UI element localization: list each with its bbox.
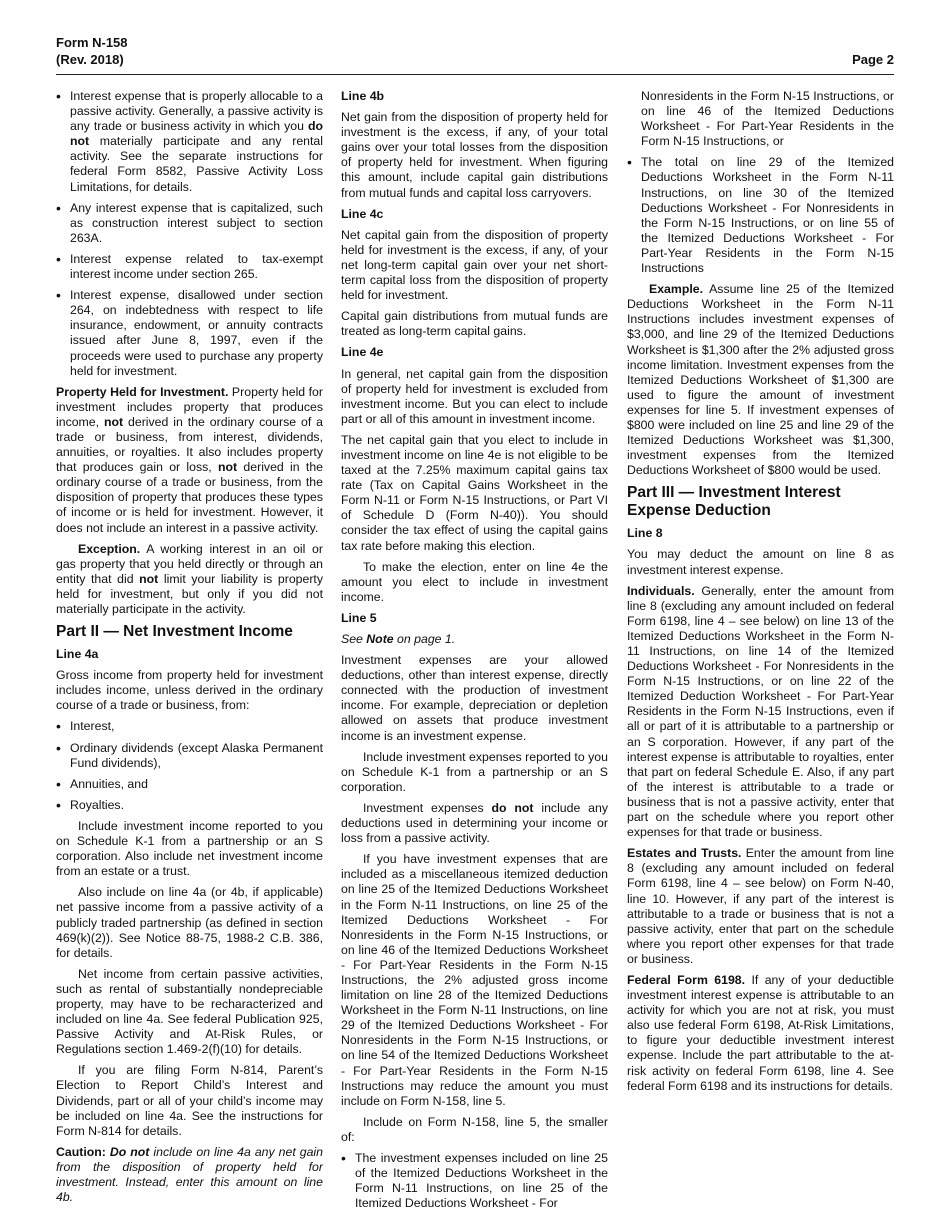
list-item: • Any interest expense that is capitalized, such as construction interest subject to section 263A. [56,201,323,246]
part-iii-heading: Part III — Investment Interest Expense Deduction [627,484,841,520]
line-4b-heading: Line 4b [341,89,385,103]
paragraph: Investment expenses are your allowed deductions, other than interest expense, directly connected with the production of investment income. For example, depreciation or depletion allowed on assets that produce investment income is an investment expense. [341,653,608,743]
list-item-continued: Nonresidents in the Form N-15 Instructions, or on line 46 of the Itemized Deductions Worksheet - For Part-Year Residents in the Form N-15 Instructions, or [641,89,894,149]
list-item: • Annuities, and [56,777,323,792]
list-item: • Interest, [56,719,323,734]
example-paragraph: Example. Assume line 25 of the Itemized Deductions Worksheet in the Form N-11 Instructions includes investment expenses of $3,000, and line 29 of the Itemized Deductions Worksheet is $1,300 after the 2% adjusted gross income limitation. Investment expenses from the Itemized Deductions Worksheet of $1,300 are used to figure the amount of investment expenses for line 5. If investment expenses of $800 were included on line 25 and line 29 of the Itemized Deductions Worksheet was $1,300, investment expenses from the Itemized Deductions Worksheet of $800 would be used. [627,282,894,478]
line-5-heading: Line 5 [341,610,377,625]
column-left [56,89,323,1211]
line-4a-heading: Line 4a [56,647,99,662]
paragraph: Net income from certain passive activities, such as rental of substantially nondepreciable property, may have to be recharacterized and included on line 4a. See federal Publication 925, Passive Activity and At-Risk Rules, or Regulations section 1.469-2(f)(10) for details. [56,966,323,1057]
paragraph: Net gain from the disposition of property held for investment is the excess, if any, of your total gains over your total losses from the disposition of property held for investment. When figuring this amount, include capital gain distributions from mutual funds and capital loss carryovers. [341,110,608,200]
form-revision: (Rev. 2018) [56,52,124,67]
paragraph: Also include on line 4a (or 4b, if applicable) net passive income from a passive activity of a publicly traded partnership (as defined in section 469(k)(2)). See Notice 88-75, 1988-2 C.B. 386, for details. [56,885,323,960]
column-right [627,89,894,1100]
list-item: • Royalties. [56,798,323,813]
paragraph: Gross income from property held for investment includes income, unless derived in the ordinary course of a trade or business, from: [56,668,323,713]
property-held-paragraph: Property Held for Investment. Property held for investment includes property that produces income, not derived in the ordinary course of a trade or business, from interest, dividends, annuities, or royalties. It also includes property that produces gain or loss, not derived in the ordinary course of a trade or business, from the disposition of property that produces these types of income or is held for investment. However, it does not include an interest in a passive activity. [56,384,323,535]
paragraph: You may deduct the amount on line 8 as investment interest expense. [627,547,894,577]
part-ii-heading: Part II — Net Investment Income [56,623,293,641]
form-identifier [56,34,128,68]
line-4c-heading: Line 4c [341,206,384,221]
paragraph: The net capital gain that you elect to include in investment income on line 4e is not eligible to be taxed at the 7.25% maximum capital gains tax rate (Tax on Capital Gains Worksheet in the Form N-11 or Form N-15 Instructions, or Part VI of Schedule D (Form N-40)). You should consider the tax effect of using the capital gains tax rate before making this election. [341,432,608,553]
caution-note: Caution: Do not include on line 4a any net gain from the disposition of property held for investment. Instead, enter this amount on line 4b. [56,1144,324,1205]
paragraph: Investment expenses do not include any deductions used in determining your income or loss from a passive activity. [341,800,608,846]
individuals-paragraph: Individuals. Generally, enter the amount from line 8 (excluding any amount included on federal Form 6198, line 4 – see below) on line 13 of the Itemized Deductions Worksheet in the Form N-11 Instructions, on line 14 of the Itemized Deductions Worksheet - For Nonresidents in the Form N-15 Instructions, or on line 22 of the Itemized Deduction Worksheet - For Part-Year Residents in the Form N-15 Instructions, even if all or part of it is attributable to a partnership or an S corporation. However, if any part of the interest expense is attributable to royalties, enter that part on federal Schedule E. Also, if any part of the interest is attributable to a trade or business that is not a passive activity, enter that part on the schedule where you report other expenses for that trade or business. [627,583,894,840]
list-item: • Interest expense that is properly allocable to a passive activity. Generally, a passive activity is any trade or business activity in which you do not materially participate and any rental activity. See the separate instructions for federal Form 8582, Passive Activity Loss Limitations, for details. [56,89,323,195]
see-note: See Note on page 1. [341,632,456,646]
list-item: • The total on line 29 of the Itemized Deductions Worksheet in the Form N-11 Instructions, on line 30 of the Itemized Deductions Worksheet - For Nonresidents in the Form N-15 Instructions, or on line 55 of the Itemized Deductions Worksheet - For Part-Year Residents in the Form N-15 Instructions [627,155,894,276]
list-item: • Ordinary dividends (except Alaska Permanent Fund dividends), [56,741,323,771]
exception-paragraph: Exception. A working interest in an oil or gas property that you held directly or through an entity that did not limit your liability is property held for investment, but only if you did not materially participate in the activity. [56,541,324,616]
list-item: • Interest expense, disallowed under section 264, on indebtedness with respect to life insurance, endowment, or annuity contracts issued after June 8, 1997, even if the proceeds were used to purchase any property held for investment. [56,288,323,379]
estates-trusts-paragraph: Estates and Trusts. Enter the amount from line 8 (excluding any amount included on federal Form 6198, line 4 – see below) on Form N-40, line 10. However, if any part of the interest is attributable to a trade or business that is not a passive activity, enter that part on the schedule where you report other expenses for that trade or business. [627,846,894,966]
federal-form-6198-paragraph: Federal Form 6198. If any of your deductible investment interest expense is attributable to an activity for which you are not at risk, you must also use federal Form 6198, At-Risk Limitations, to figure your deductible investment interest expense. Include the part attributable to the at-risk activity on federal Form 6198, line 4. See federal Form 6198 and its instructions for details. [627,972,895,1093]
paragraph: Include investment income reported to you on Schedule K-1 from a partnership or an S corporation. Also include net investment income from an estate or a trust. [56,818,323,879]
page-header [56,34,894,75]
form-number: Form N-158 [56,35,128,50]
paragraph: Include investment expenses reported to you on Schedule K-1 from a partnership or an S corporation. [341,749,608,794]
list-item: • The investment expenses included on line 25 of the Itemized Deductions Worksheet in the Form N-11 Instructions, on line 25 of the Itemized Deductions Worksheet - For [341,1151,608,1211]
paragraph: To make the election, enter on line 4e the amount you elect to include in investment income. [341,559,608,604]
page-number: Page 2 [852,52,894,67]
paragraph: If you have investment expenses that are included as a miscellaneous itemized deduction on line 25 of the Itemized Deductions Worksheet in the Form N-11 Instructions, on line 25 of the Itemized Deductions Worksheet - For Nonresidents in the Form N-15 Instructions, or on line 46 of the Itemized Deductions Worksheet - For Part-Year Residents in the Form N-15 Instructions, the 2% adjusted gross income limitation on line 28 of the Itemized Deductions Worksheet in the Form N-11 Instructions, on line 29 of the Itemized Deductions Worksheet - For Nonresidents in the Form N-15 Instructions, or on line 54 of the Itemized Deductions Worksheet - For Part-Year Residents in the Form N-15 Instructions may reduce the amount you must include on Form N-158, line 5. [341,852,608,1108]
column-middle [341,89,608,1217]
line-8-heading: Line 8 [627,526,663,541]
list-item: • Interest expense related to tax-exempt interest income under section 265. [56,252,323,282]
line-4e-heading: Line 4e [341,345,384,360]
paragraph: Net capital gain from the disposition of property held for investment is the excess, if any, of your net long-term capital gain over your net short-term capital loss from the disposition of property held for investment. [341,227,608,303]
paragraph: Capital gain distributions from mutual funds are treated as long-term capital gains. [341,309,608,339]
paragraph: If you are filing Form N-814, Parent’s Election to Report Child’s Interest and Dividends, part or all of your child’s income may be included on line 4a. See the instructions for Form N-814 for details. [56,1063,323,1138]
paragraph: In general, net capital gain from the disposition of property held for investment is excluded from investment income. But you can elect to include part or all of this amount in investment income. [341,366,608,426]
paragraph: Include on Form N-158, line 5, the smaller of: [341,1114,608,1144]
